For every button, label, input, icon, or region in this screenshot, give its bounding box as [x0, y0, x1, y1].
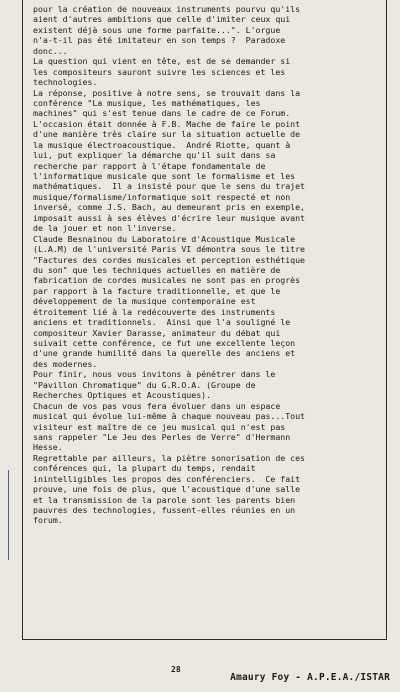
text-line: étroitement lié à la redécouverte des instruments	[33, 306, 276, 317]
text-line: l'informatique musicale que sont le formalisme et les	[33, 171, 296, 181]
text-line: Hesse.	[33, 442, 63, 453]
text-line: recherche par rapport à l'étape fondamentale de	[33, 160, 266, 171]
text-line: lui, put expliquer la démarche qu'il suit dans sa	[33, 150, 276, 161]
text-line: sans rappeler "Le Jeu des Perles de Verre" d'Hermann	[33, 431, 291, 442]
text-line: des modernes.	[33, 358, 98, 369]
text-line: La réponse, positive à notre sens, se trouvait dans la	[33, 87, 301, 98]
article-body	[33, 4, 378, 526]
text-line: conférences qui, la plupart du temps, rendait	[33, 463, 256, 474]
text-line: compositeur Xavier Darasse, animateur du débat qui	[33, 327, 281, 338]
text-line: inversé, comme J.S. Bach, au demeurant pris en exemple,	[33, 202, 305, 213]
text-line: L'occasion était donnée à F.B. Mache de faire le point	[33, 118, 301, 129]
text-line: technologies.	[33, 77, 98, 88]
text-line: "Pavillon Chromatique" du G.R.O.A. (Groupe de	[33, 379, 256, 390]
text-line: du son" que les techniques actuelles en matière de	[33, 264, 281, 275]
text-line: La question qui vient en tête, est de se demander si	[33, 56, 291, 67]
text-line: aient d'autres ambitions que celle d'imiter ceux qui	[33, 14, 291, 25]
text-line: développement de la musique contemporaine est	[33, 296, 256, 307]
author-credit: Amaury Foy - A.P.E.A./ISTAR	[230, 672, 390, 683]
text-line: fabrication de cordes musicales ne sont pas en progrès	[33, 275, 301, 286]
text-line: forum.	[33, 515, 63, 526]
text-line: par rapport à la facture traditionnelle, et que le	[33, 285, 281, 296]
text-line: visiteur est maître de ce jeu musical qui n'est pas	[33, 421, 286, 432]
text-line: pauvres des technologies, fussent-elles réunies en un	[33, 505, 296, 515]
text-line: donc...	[33, 45, 68, 56]
text-line: suivait cette conférence, ce fut une excellente leçon	[33, 338, 296, 348]
text-line: Recherches Optiques et Acoustiques).	[33, 390, 212, 401]
text-line: Chacun de vos pas vous fera évoluer dans un espace	[33, 400, 281, 411]
text-line: (L.A.M) de l'université Paris VI démontra sous le titre	[33, 244, 305, 255]
text-line: pour la création de nouveaux instruments pourvu qu'ils	[33, 4, 301, 14]
text-line: imposait aussi à ses élèves d'écrire leur musique avant	[33, 212, 305, 223]
text-line: musical qui évolue lui-même à chaque nouveau pas...Tout	[33, 411, 305, 422]
text-line: n'a-t-il pas été imitateur en son temps ? Paradoxe	[33, 35, 286, 46]
text-line: de la jouer et non l'inverse.	[33, 223, 177, 234]
text-line: d'une manière très claire sur la situation actuelle de	[33, 129, 301, 140]
text-line: inintelligibles les propos des conférenciers. Ce fait	[33, 473, 301, 484]
text-line: musique/formalisme/informatique soit respecté et non	[33, 191, 291, 202]
text-line: prouve, une fois de plus, que l'acoustique d'une salle	[33, 484, 301, 495]
text-line: mathématiques. Il a insisté pour que le sens du trajet	[33, 181, 305, 192]
text-line: d'une grande humilité dans la querelle des anciens et	[33, 348, 296, 359]
text-line: les compositeurs sauront suivre les sciences et les	[33, 66, 286, 77]
text-line: existent déjà sous une forme parfaite...". L'orgue	[33, 24, 281, 35]
text-line: et la transmission de la parole sont les parents bien	[33, 494, 296, 505]
page-number: 28	[171, 665, 181, 674]
text-line: conférence "La musique, les mathématiques, les	[33, 97, 261, 108]
text-line: machines" qui s'est tenue dans le cadre de ce Forum.	[33, 108, 291, 119]
text-line: la musique électroacoustique. André Riotte, quant à	[33, 139, 291, 150]
margin-mark	[8, 470, 9, 560]
text-line: Regrettable par ailleurs, la piètre sonorisation de ces	[33, 452, 305, 463]
page-footer	[0, 660, 400, 690]
text-line: anciens et traditionnels. Ainsi que l'a souligné le	[33, 317, 291, 328]
text-line: "Factures des cordes musicales et perception esthétique	[33, 254, 305, 265]
text-line: Claude Besnainou du Laboratoire d'Acoustique Musicale	[33, 233, 296, 244]
text-line: Pour finir, nous vous invitons à pénétrer dans le	[33, 369, 276, 380]
